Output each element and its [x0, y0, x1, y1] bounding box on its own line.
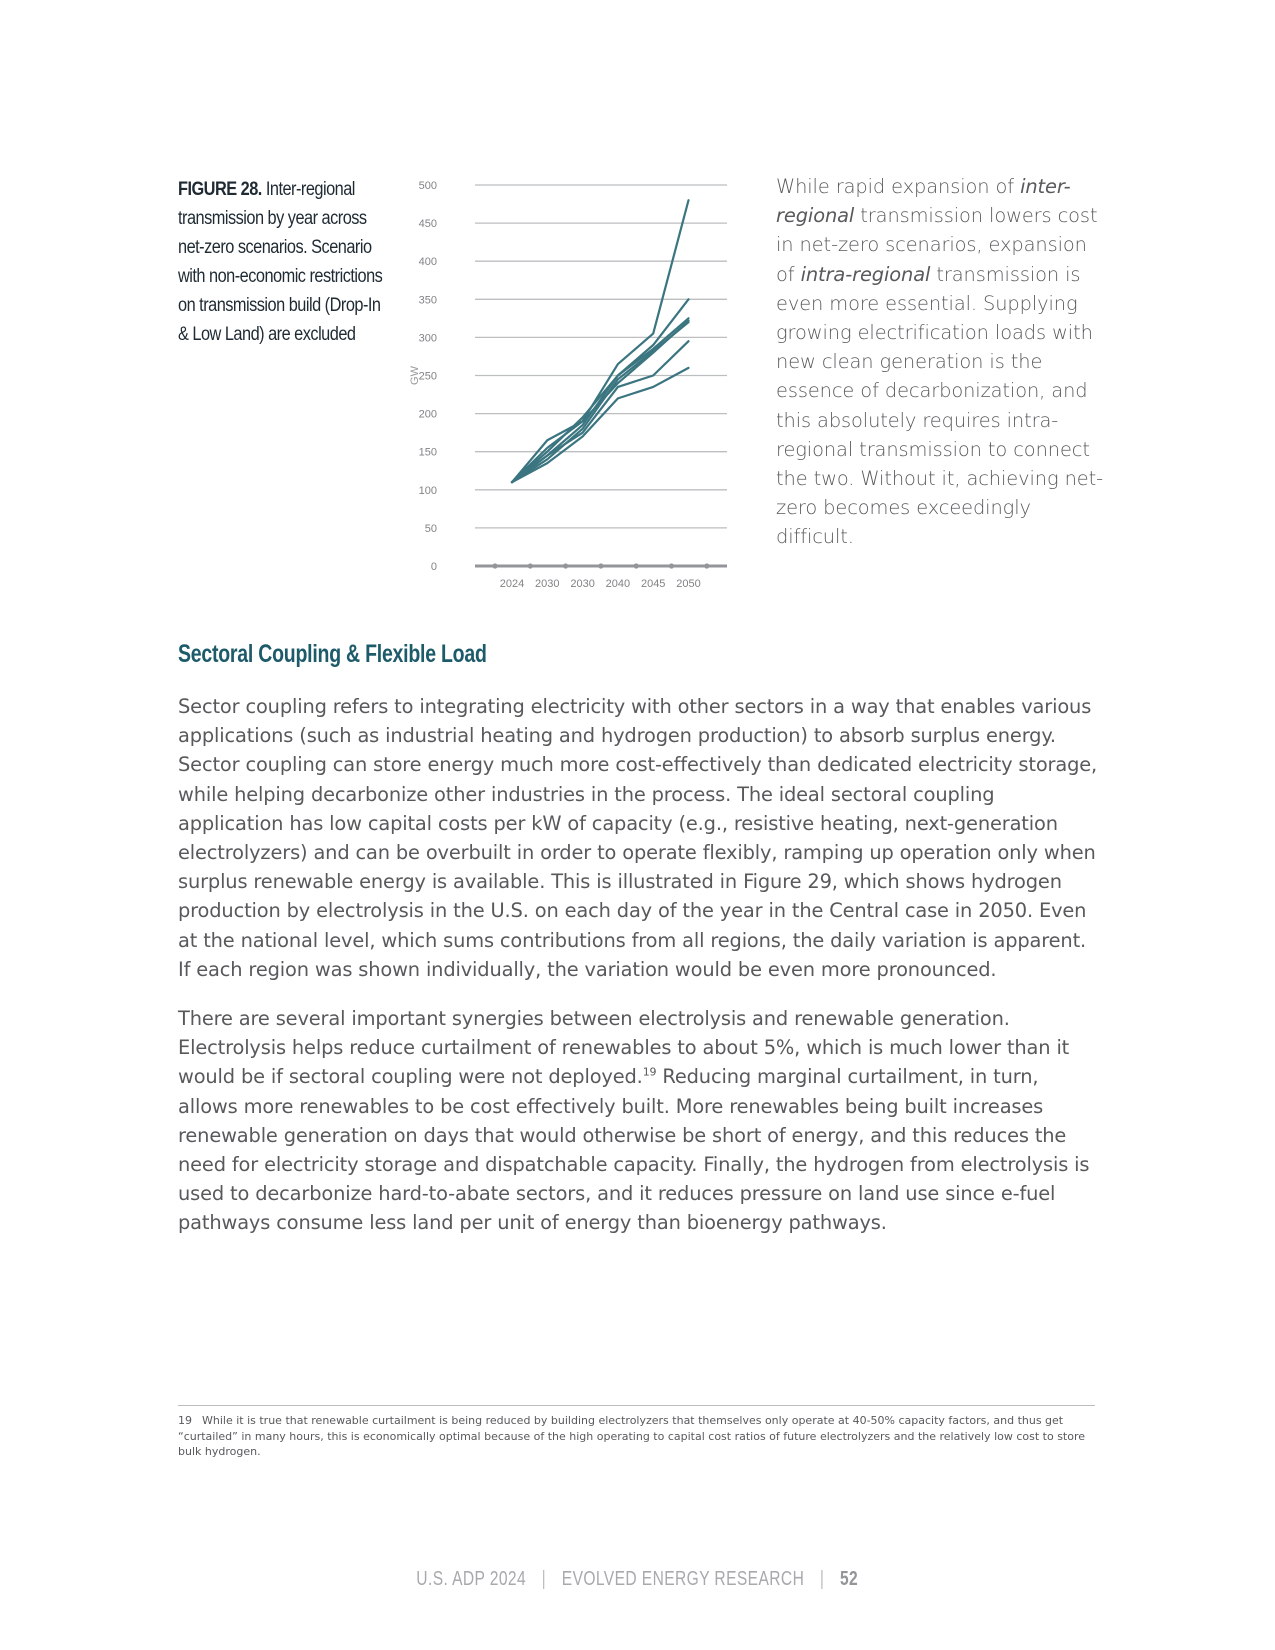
series-line [512, 321, 689, 483]
x-axis-tick-dot [598, 563, 603, 568]
x-axis-tick-dot [563, 563, 568, 568]
x-tick-label: 2030 [570, 578, 595, 590]
footnote-reference[interactable]: 19 [642, 1065, 657, 1079]
sidebar-text-1: While rapid expansion of [776, 175, 1021, 198]
x-axis-tick-dot [492, 563, 497, 568]
y-axis-label: GW [409, 366, 421, 385]
sidebar-text-3: transmission is even more essential. Supplying growing electrification loads with new clean generation is the essence of decarbonization, and this absolutely requires intra-regional transmission to connect the two. Without it, achieving net-zero becomes exceedingly difficult. [776, 262, 1103, 549]
x-axis-tick-dot [704, 563, 709, 568]
x-tick-label: 2030 [535, 578, 560, 590]
footnote-divider [178, 1405, 1095, 1406]
body-paragraph-1: Sector coupling refers to integrating electricity with other sectors in a way that enables various applications (such as industrial heating and hydrogen production) to absorb surplus energy. Sector coupling can store energy much more cost-effectively than dedicated electricity storage, while helping decarbonize other industries in the process. The ideal sectoral coupling application has low capital costs per kW of capacity (e.g., resistive heating, next-generation electrolyzers) and can be overbuilt in order to operate flexibly, ramping up operation only when surplus renewable energy is available. This is illustrated in Figure 29, which shows hydrogen production by electrolysis in the U.S. on each day of the year in the Central case in 2050. Even at the national level, which sums contributions from all regions, the daily variation is apparent. If each region was shown individually, the variation would be even more pronounced. [178, 695, 1098, 981]
x-tick-label: 2024 [499, 578, 525, 590]
footer-separator: | [541, 1568, 547, 1590]
body-paragraph-2-part-1: There are several important synergies between electrolysis and renewable generation. Electrolysis helps reduce curtailment of renewables to about 5%, which is much lower than it would be if sectoral coupling were not deployed. [178, 1007, 1070, 1089]
footnote-number: 19 [178, 1414, 192, 1427]
y-tick-label: 400 [418, 256, 437, 269]
series-line [512, 341, 689, 482]
figure-label: FIGURE 28. [178, 179, 262, 200]
footer-separator: | [820, 1568, 825, 1590]
x-tick-label: 2040 [605, 578, 631, 590]
y-tick-label: 50 [424, 522, 437, 535]
x-axis-tick-dot [669, 563, 674, 568]
line-chart [400, 170, 740, 600]
footer-report-title: U.S. ADP 2024 [416, 1568, 527, 1590]
sidebar-text-2: transmission lowers cost in net-zero scenarios, expansion of [776, 204, 1098, 286]
y-tick-label: 500 [418, 180, 437, 192]
sidebar-emphasis-intra-regional: intra-regional [800, 262, 931, 286]
page-footer [0, 1568, 1275, 1591]
body-text [178, 692, 1103, 1258]
y-tick-label: 350 [418, 294, 437, 307]
y-tick-label: 250 [418, 370, 437, 383]
section-heading: Sectoral Coupling & Flexible Load [178, 640, 487, 668]
body-paragraph-2 [178, 1004, 1103, 1238]
body-paragraph-2-part-2: Reducing marginal curtailment, in turn, allows more renewables to be cost effectively built. More renewables being built increases renewable generation on days that would otherwise be short of energy, and this reduces the need for electricity storage and dispatchable capacity. Finally, the hydrogen from electrolysis is used to decarbonize hard-to-abate sectors, and it reduces pressure on land use since e-fuel pathways consume less land per unit of energy than bioenergy pathways. [178, 1065, 1090, 1235]
sidebar-paragraph [776, 172, 1106, 552]
x-tick-label: 2045 [640, 578, 666, 590]
y-tick-label: 0 [430, 561, 437, 573]
y-tick-label: 150 [418, 446, 437, 459]
page-number: 52 [840, 1568, 859, 1590]
x-axis-tick-dot [634, 563, 639, 568]
footer-organization: EVOLVED ENERGY RESEARCH [562, 1568, 805, 1590]
x-axis-tick-dot [528, 563, 533, 568]
y-tick-label: 450 [418, 218, 437, 231]
figure-caption [178, 175, 389, 349]
chart-canvas [400, 170, 740, 600]
figure-caption-text: Inter-regional transmission by year across net-zero scenarios. Scenario with non-economic restrictions on transmission build (Drop-In & Low Land) are excluded [178, 179, 383, 345]
sidebar-emphasis-inter-regional: inter-regional [776, 175, 1071, 228]
y-tick-label: 100 [418, 484, 437, 497]
y-tick-label: 300 [418, 332, 437, 345]
footnote [178, 1413, 1098, 1460]
x-tick-label: 2050 [676, 578, 701, 590]
y-tick-label: 200 [418, 408, 437, 421]
footnote-text: While it is true that renewable curtailment is being reduced by building electrolyzers that themselves only operate at 40-50% capacity factors, and thus get “curtailed” in many hours, this is economically optimal because of the high operating to capital cost ratios of future electrolyzers and the relatively low cost to store bulk hydrogen. [178, 1414, 1086, 1459]
